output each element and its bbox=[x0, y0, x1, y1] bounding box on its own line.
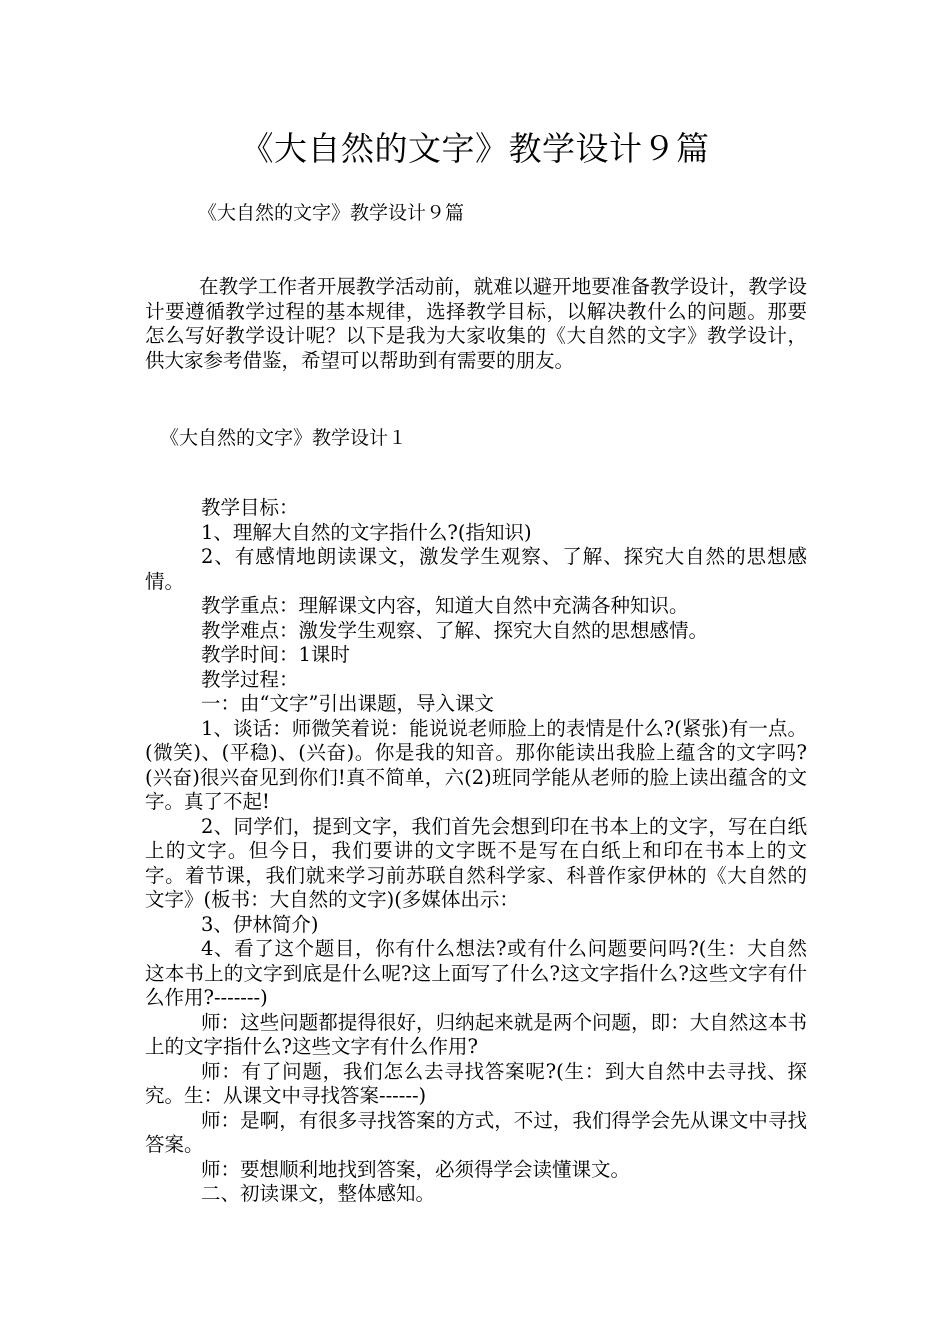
paragraph: 2、有感情地朗读课文，激发学生观察、了解、探究大自然的思想感情。 bbox=[145, 545, 807, 593]
paragraph: 一：由“文字”引出课题，导入课文 bbox=[201, 692, 494, 715]
section-body bbox=[145, 496, 807, 1207]
intro-paragraph: 在教学工作者开展教学活动前，就难以避开地要准备教学设计，教学设计要遵循教学过程的基本规律，选择教学目标，以解决教什么的问题。那要怎么写好教学设计呢？以下是我为大家收集的《大自然的文字》教学设计，供大家参考借鉴，希望可以帮助到有需要的朋友。 bbox=[145, 275, 807, 372]
paragraph: 教学过程： bbox=[201, 667, 299, 691]
paragraph: 1、谈话：师微笑着说：能说说老师脸上的表情是什么?(紧张)有一点。(微笑)、(平稳)、(兴奋)。你是我的知音。那你能读出我脸上蕴含的文字吗?(兴奋)很兴奋见到你们!真不简单，六(2)班同学能从老师的脸上读出蕴含的文字。真了不起! bbox=[145, 716, 807, 813]
document-subtitle: 《大自然的文字》教学设计９篇 bbox=[198, 202, 465, 224]
paragraph: 教学难点：激发学生观察、了解、探究大自然的思想感情。 bbox=[201, 618, 709, 642]
paragraph: 1、理解大自然的文字指什么?(指知识) bbox=[201, 520, 532, 544]
document-title: 《大自然的文字》教学设计９篇 bbox=[240, 129, 710, 168]
paragraph: 4、看了这个题目，你有什么想法?或有什么问题要问吗?(生：大自然这本书上的文字到底是什么呢?这上面写了什么?这文字指什么?这些文字有什么作用?-------) bbox=[145, 937, 807, 1009]
paragraph: 教学重点：理解课文内容，知道大自然中充满各种知识。 bbox=[201, 594, 689, 617]
paragraph: 师：这些问题都提得很好，归纳起来就是两个问题，即：大自然这本书上的文字指什么?这些文字有什么作用? bbox=[145, 1010, 807, 1058]
paragraph: 教学目标： bbox=[201, 496, 299, 519]
paragraph: 师：有了问题，我们怎么去寻找答案呢?(生：到大自然中去寻找、探究。生：从课文中寻找答案------) bbox=[145, 1059, 807, 1107]
paragraph: 教学时间：1课时 bbox=[201, 643, 350, 666]
paragraph: 二、初读课文，整体感知。 bbox=[201, 1182, 436, 1205]
section-heading: 《大自然的文字》教学设计１ bbox=[160, 427, 408, 449]
paragraph: 2、同学们，提到文字，我们首先会想到印在书本上的文字，写在白纸上的文字。但今日，我们要讲的文字既不是写在白纸上和印在书本上的文字。着节课，我们就来学习前苏联自然科学家、科普作家伊林的《大自然的文字》(板书：大自然的文字)(多媒体出示： bbox=[145, 814, 807, 911]
paragraph: 师：要想顺利地找到答案，必须得学会读懂课文。 bbox=[201, 1157, 631, 1181]
paragraph: 3、伊林简介) bbox=[201, 912, 319, 936]
paragraph: 师：是啊，有很多寻找答案的方式，不过，我们得学会先从课文中寻找答案。 bbox=[145, 1108, 807, 1156]
